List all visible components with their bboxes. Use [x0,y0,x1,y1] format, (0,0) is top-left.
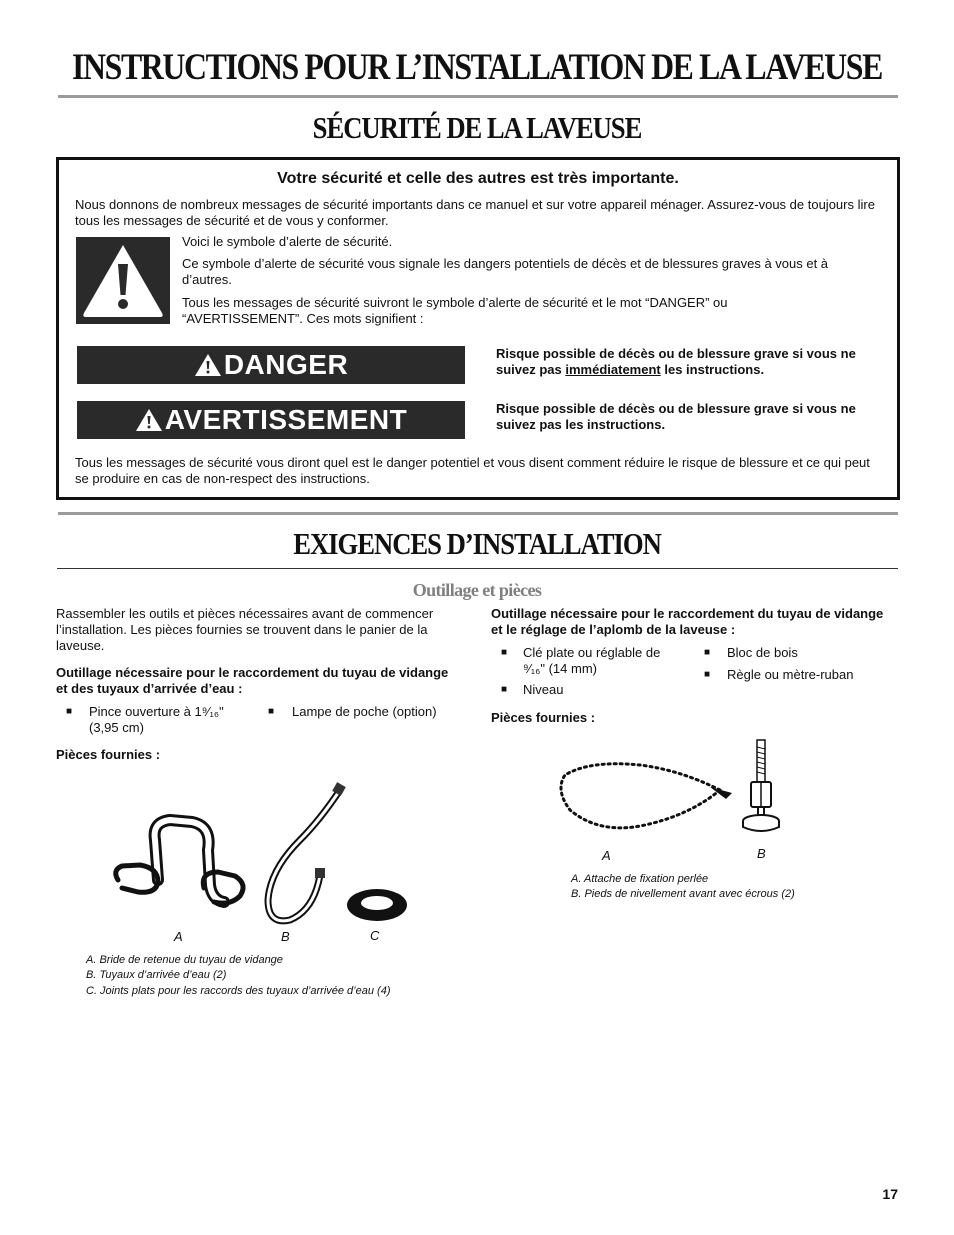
tools-parts-subheading: Outillage et pièces [412,580,542,600]
right-tool-text: Niveau [523,682,564,697]
symbol-text-1: Voici le symbole d’alerte de sécurité. [182,234,393,249]
right-parts-heading: Pièces fournies : [491,710,596,725]
requirements-intro: Rassembler les outils et pièces nécessaires avant de commencer l’installation. Les pièces fournies se trouvent dans le panier de la laveuse. [56,606,434,653]
left-caption-c: C. Joints plats pour les raccords des tuyaux d’arrivée d’eau (4) [86,985,391,997]
safety-section-heading: SÉCURITÉ DE LA LAVEUSE [312,110,642,145]
bullet-square-icon: ■ [501,647,508,658]
left-caption-a: A. Bride de retenue du tuyau de vidange [86,954,283,966]
left-tools-heading: Outillage nécessaire pour le raccordement du tuyau de vidange et des tuyaux d’arrivée d’eau : [56,665,449,696]
right-tool-text: Bloc de bois [727,645,798,660]
requirements-rule [58,512,898,515]
beaded-tie-and-leveling-feet-illustration [550,735,790,840]
warning-description: Risque possible de décès ou de blessure grave si vous ne suivez pas les instructions. [496,401,856,432]
bullet-square-icon: ■ [66,706,73,717]
safety-alert-symbol [76,237,170,324]
right-tool-text: Clé plate ou réglable de ⁹⁄₁₆" (14 mm) [523,645,661,676]
left-label-b: B [281,929,290,944]
bullet-square-icon: ■ [501,684,508,695]
safety-box [56,157,900,500]
symbol-text-2: Ce symbole d’alerte de sécurité vous signale les dangers potentiels de décès et de blessures graves à vous et à d’autres. [182,256,829,287]
danger-text-underlined: immédiatement [565,362,661,377]
requirements-heading: EXIGENCES D’INSTALLATION [293,526,661,561]
warning-triangle-icon [135,408,163,432]
drain-hose-clamp-illustration [100,780,430,930]
right-label-a: A [602,848,611,863]
warning-triangle-icon [76,237,170,324]
warning-triangle-icon [194,353,222,377]
safety-box-heading: Votre sécurité et celle des autres est très importante. [277,170,679,187]
page-title: INSTRUCTIONS POUR L’INSTALLATION DE LA LAVEUSE [72,47,882,88]
right-tools-heading: Outillage nécessaire pour le raccordement du tuyau de vidange et le réglage de l’aplomb de la laveuse : [491,606,884,637]
danger-text-end: les instructions. [660,362,765,377]
right-caption-a: A. Attache de fixation perlée [571,873,709,885]
warning-signal-word [77,401,465,439]
left-tool-text: Lampe de poche (option) [292,704,437,719]
warning-label: AVERTISSEMENT [164,404,408,435]
bullet-square-icon: ■ [704,647,711,658]
symbol-text-3: Tous les messages de sécurité suivront le symbole d’alerte de sécurité et le mot “DANGER” ou “AVERTISSEMENT”. Ces mots signifient : [182,295,728,326]
requirements-divider [57,568,898,569]
left-tool-text: Pince ouverture à 1⁹⁄₁₆" (3,95 cm) [89,704,224,735]
left-parts-heading: Pièces fournies : [56,747,161,762]
bullet-square-icon: ■ [704,669,711,680]
right-caption-b: B. Pieds de nivellement avant avec écrous (2) [571,888,795,900]
page-number: 17 [882,1186,898,1202]
left-label-a: A [174,929,183,944]
safety-footer: Tous les messages de sécurité vous diront quel est le danger potentiel et vous disent comment réduire le risque de blessure et ce qui peut se produire en cas de non-respect des instructions. [75,455,870,486]
right-label-b: B [757,846,766,861]
bullet-square-icon: ■ [268,706,275,717]
danger-signal-word [77,346,465,384]
title-rule [58,95,898,98]
left-caption-b: B. Tuyaux d’arrivée d’eau (2) [86,969,227,981]
danger-text-start: Risque possible de décès ou de blessure grave si vous ne suivez pas [496,346,856,377]
danger-label: DANGER [223,349,349,380]
safety-intro: Nous donnons de nombreux messages de sécurité importants dans ce manuel et sur votre appareil ménager. Assurez-vous de toujours lire tous les messages de sécurité et de vous y conformer. [75,197,875,228]
danger-description [496,346,891,378]
left-label-c: C [370,928,380,943]
right-tool-text: Règle ou mètre-ruban [727,667,854,682]
